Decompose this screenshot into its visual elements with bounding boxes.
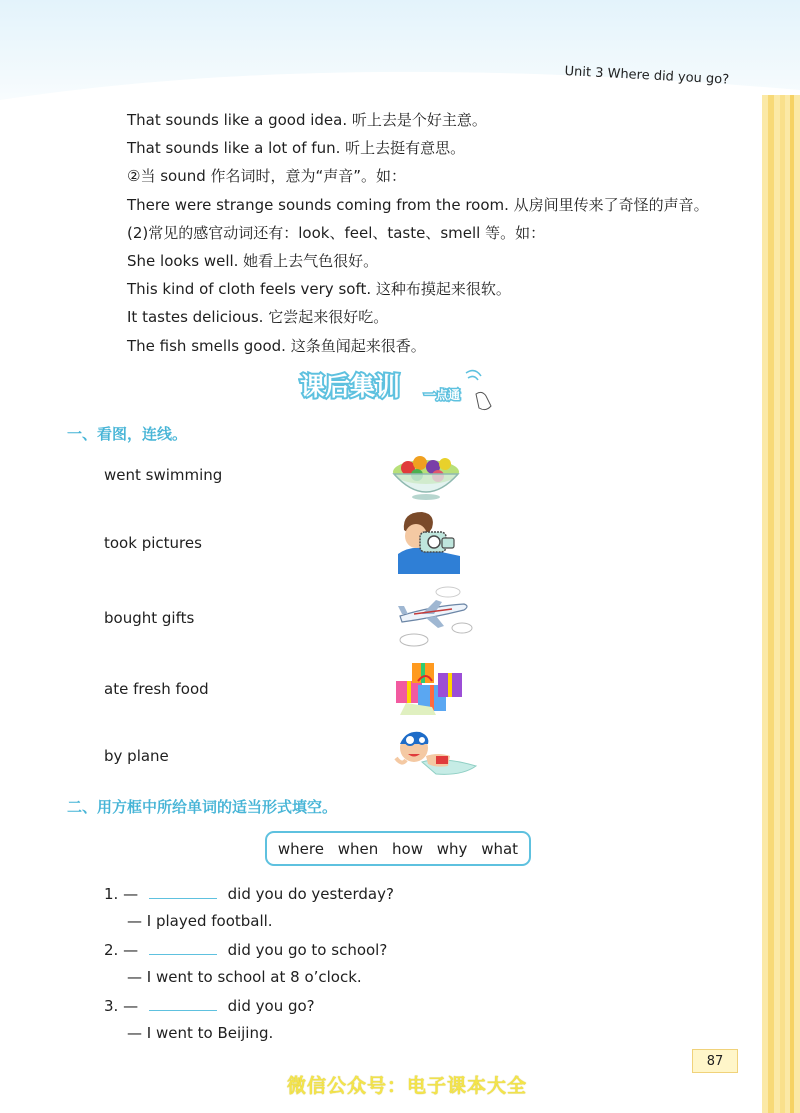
pointing-hand-icon — [466, 371, 491, 410]
word-bank-item: why — [436, 839, 468, 858]
word-bank-item: how — [392, 839, 423, 858]
section-1-title: 一、看图，连线。 — [67, 425, 188, 443]
note-line: There were strange sounds coming from the room. 从房间里传来了奇怪的声音。 — [127, 196, 709, 214]
banner-title: 课后集训 — [300, 372, 401, 401]
airplane-picture[interactable] — [392, 584, 476, 650]
match-phrase[interactable]: took pictures — [104, 534, 202, 552]
unit-header: Unit 3 Where did you go? — [564, 64, 730, 88]
swimmer-picture[interactable] — [392, 726, 482, 784]
match-phrase[interactable]: by plane — [104, 747, 169, 765]
book-edge-decoration — [762, 95, 800, 1113]
section-2-title: 二、用方框中所给单词的适当形式填空。 — [67, 798, 338, 816]
note-line: This kind of cloth feels very soft. 这种布摸起来很软。 — [127, 280, 511, 298]
answer-blank[interactable] — [149, 996, 217, 1011]
note-line: That sounds like a good idea. 听上去是个好主意。 — [127, 111, 487, 129]
exercise-banner — [298, 366, 503, 412]
word-bank-item: what — [481, 839, 519, 858]
question-text: did you go to school? — [227, 941, 388, 959]
answer-line: — I went to Beijing. — [127, 1024, 274, 1042]
answer-blank[interactable] — [149, 940, 217, 955]
answer-line: — I played football. — [127, 912, 273, 930]
note-line: It tastes delicious. 它尝起来很好吃。 — [127, 308, 389, 326]
camera-person-picture[interactable] — [392, 508, 464, 574]
match-phrase[interactable]: bought gifts — [104, 609, 195, 627]
answer-blank[interactable] — [149, 884, 217, 899]
question-number: 1. — [104, 885, 119, 903]
question-dash: — — [123, 885, 143, 903]
question-dash: — — [123, 941, 143, 959]
answer-line: — I went to school at 8 o’clock. — [127, 968, 362, 986]
page-number: 87 — [692, 1049, 738, 1073]
word-bank-item: when — [337, 839, 379, 858]
note-line: She looks well. 她看上去气色很好。 — [127, 252, 379, 270]
note-line: ②当 sound 作名词时，意为“声音”。如： — [127, 167, 407, 185]
note-line: (2)常见的感官动词还有：look、feel、taste、smell 等。如： — [127, 224, 546, 242]
question-text: did you go? — [227, 997, 315, 1015]
word-bank-item: where — [277, 839, 324, 858]
note-line: The fish smells good. 这条鱼闻起来很香。 — [127, 337, 426, 355]
question-1 — [104, 884, 394, 903]
question-number: 2. — [104, 941, 119, 959]
question-text: did you do yesterday? — [227, 885, 394, 903]
note-line: That sounds like a lot of fun. 听上去挺有意思。 — [127, 139, 466, 157]
gift-boxes-picture[interactable] — [392, 659, 468, 715]
match-phrase[interactable]: went swimming — [104, 466, 223, 484]
match-phrase[interactable]: ate fresh food — [104, 680, 209, 698]
banner-subtitle: 一点通 — [424, 388, 461, 402]
watermark-text: 微信公众号：电子课本大全 — [287, 1075, 528, 1097]
word-bank-box — [265, 831, 531, 866]
question-dash: — — [123, 997, 143, 1015]
question-3 — [104, 996, 315, 1015]
question-number: 3. — [104, 997, 119, 1015]
question-2 — [104, 940, 387, 959]
fruit-bowl-picture[interactable] — [390, 446, 462, 502]
